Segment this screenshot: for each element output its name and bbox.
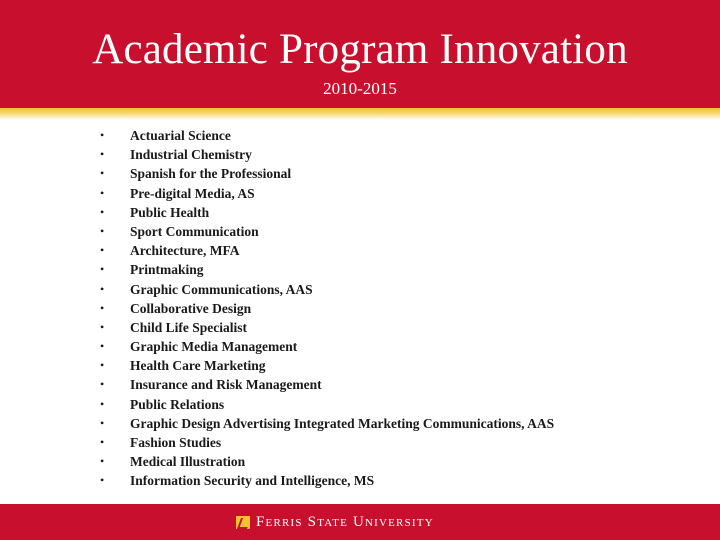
- list-item: [100, 222, 554, 241]
- bullet-icon: •: [100, 185, 105, 200]
- list-item: [100, 164, 554, 183]
- list-item: [100, 452, 554, 471]
- bullet-icon: •: [100, 435, 105, 449]
- bullet-icon: •: [100, 415, 105, 430]
- footer-logo: [236, 513, 434, 531]
- list-item: [100, 414, 554, 433]
- list-item: [100, 203, 554, 222]
- program-list: [100, 126, 554, 491]
- list-item-label: Pre-digital Media, AS: [130, 185, 255, 201]
- bullet-icon: •: [100, 166, 105, 181]
- bullet-icon: •: [100, 128, 105, 142]
- bullet-icon: •: [100, 473, 105, 488]
- bullet-icon: •: [100, 204, 105, 219]
- list-item-label: Graphic Communications, AAS: [130, 281, 313, 297]
- footer-logo-text: Ferris State University: [256, 514, 434, 530]
- list-item: [100, 126, 554, 145]
- list-item-label: Graphic Design Advertising Integrated Marketing Communications, AAS: [130, 415, 555, 431]
- list-item: [100, 318, 554, 337]
- list-item: [100, 241, 554, 260]
- bullet-icon: •: [100, 243, 105, 258]
- bullet-icon: •: [100, 358, 105, 373]
- list-item-label: Medical Illustration: [130, 454, 246, 470]
- list-item-label: Industrial Chemistry: [130, 147, 252, 163]
- list-item: [100, 145, 554, 164]
- list-item-label: Fashion Studies: [130, 435, 222, 450]
- list-item: [100, 471, 554, 490]
- bullet-icon: •: [100, 281, 105, 296]
- bullet-icon: •: [100, 147, 105, 162]
- list-item-label: Spanish for the Professional: [130, 166, 292, 182]
- bullet-icon: •: [100, 319, 105, 334]
- list-item: [100, 433, 554, 452]
- bullet-icon: •: [100, 223, 105, 238]
- header-banner: [0, 0, 720, 108]
- list-item-label: Health Care Marketing: [130, 358, 266, 374]
- bullet-icon: •: [100, 454, 105, 469]
- list-item-label: Insurance and Risk Management: [130, 377, 322, 393]
- list-item-label: Information Security and Intelligence, MS: [130, 473, 375, 489]
- list-item: [100, 395, 554, 414]
- list-item-label: Public Relations: [130, 396, 225, 412]
- bullet-icon: •: [100, 300, 105, 315]
- list-item: [100, 337, 554, 356]
- list-item: [100, 280, 554, 299]
- gold-divider: [0, 108, 720, 120]
- bullet-icon: •: [100, 396, 105, 411]
- list-item: [100, 260, 554, 279]
- list-item-label: Graphic Media Management: [130, 339, 298, 355]
- bullet-icon: •: [100, 339, 105, 354]
- page-title: Academic Program Innovation: [92, 26, 628, 73]
- ferris-f-logo-icon: [236, 516, 250, 529]
- list-item: [100, 356, 554, 375]
- list-item-label: Architecture, MFA: [130, 243, 240, 259]
- bullet-icon: •: [100, 377, 105, 392]
- list-item: [100, 375, 554, 394]
- list-item-label: Actuarial Science: [130, 128, 231, 143]
- list-item: [100, 299, 554, 318]
- list-item-label: Sport Communication: [130, 223, 259, 239]
- list-item: [100, 184, 554, 203]
- page-subtitle: 2010-2015: [323, 79, 397, 98]
- footer-banner: [0, 504, 720, 540]
- list-item-label: Printmaking: [130, 262, 204, 278]
- list-item-label: Public Health: [130, 204, 210, 220]
- list-item-label: Collaborative Design: [130, 300, 252, 316]
- bullet-icon: •: [100, 262, 105, 277]
- list-item-label: Child Life Specialist: [130, 319, 248, 335]
